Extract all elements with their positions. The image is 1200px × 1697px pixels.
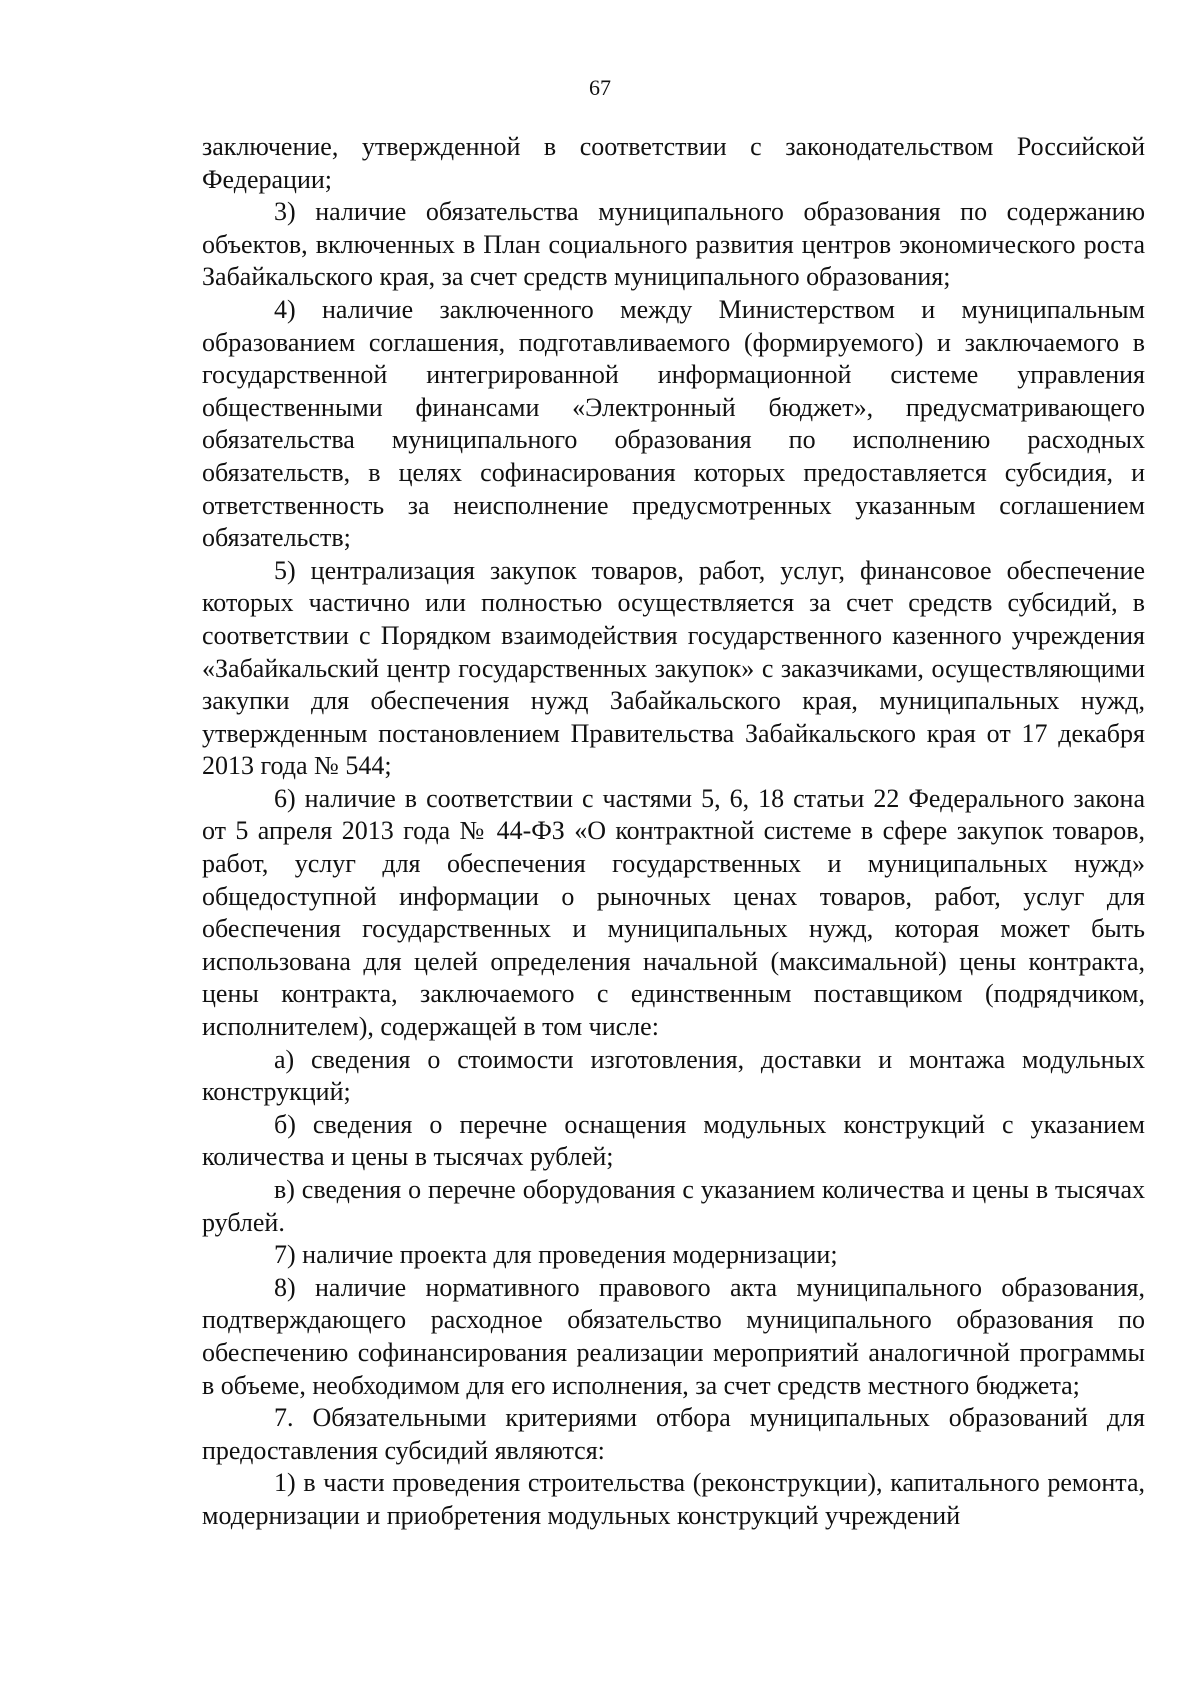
paragraph-item-3: 3) наличие обязательства муниципального образования по содержанию объектов, включенных в План социального развития центров экономического роста Забайкальского края, за счет средств муниципального образования; xyxy=(202,197,1145,292)
paragraph-item-7: 7) наличие проекта для проведения модернизации; xyxy=(274,1240,838,1270)
paragraph-item-6: 6) наличие в соответствии с частями 5, 6, 18 статьи 22 Федерального закона от 5 апреля 2013 года № 44-ФЗ «О контрактной системе в сфере закупок товаров, работ, услуг для обеспечения государственных и муниципальных нужд» общедоступной информации о рыночных ценах товаров, работ, услуг для обеспечения государственных и муниципальных нужд, которая может быть использована для целей определения начальной (максимальной) цены контракта, цены контракта, заключаемого с единственным поставщиком (подрядчиком, исполнителем), содержащей в том числе: xyxy=(202,783,1145,1042)
paragraph-item-4: 4) наличие заключенного между Министерством и муниципальным образованием соглашения, подготавливаемого (формируемого) и заключаемого в государственной интегрированной информационной системе управления общественными финансами «Электронный бюджет», предусматривающего обязательства муниципального образования по исполнению расходных обязательств, в целях софинасирования которых предоставляется субсидия, и ответственность за неисполнение предусмотренных указанным соглашением обязательств; xyxy=(202,294,1145,553)
paragraph-criteria-item-1: 1) в части проведения строительства (реконструкции), капитального ремонта, модернизации и приобретения модульных конструкций учреждений xyxy=(202,1468,1145,1530)
paragraph-subitem-b: б) сведения о перечне оснащения модульных конструкций с указанием количества и цены в тысячах рублей; xyxy=(202,1109,1145,1172)
page-number: 67 xyxy=(589,75,611,100)
paragraph-item-5: 5) централизация закупок товаров, работ, услуг, финансовое обеспечение которых частично или полностью осуществляется за счет средств субсидий, в соответствии с Порядком взаимодействия государственного казенного учреждения «Забайкальский центр государственных закупок» с заказчиками, осуществляющими закупки для обеспечения нужд Забайкальского края, муниципальных нужд, утвержденным постановлением Правительства Забайкальского края от 17 декабря 2013 года № 544; xyxy=(202,555,1145,781)
paragraph-item-8: 8) наличие нормативного правового акта муниципального образования, подтверждающего расходное обязательство муниципального образования по обеспечению софинансирования реализации мероприятий аналогичной программы в объеме, необходимом для его исполнения, за счет средств местного бюджета; xyxy=(202,1272,1145,1400)
document-body xyxy=(202,131,1145,1533)
paragraph-subitem-v: в) сведения о перечне оборудования с указанием количества и цены в тысячах рублей. xyxy=(202,1175,1145,1237)
paragraph-subitem-a: а) сведения о стоимости изготовления, доставки и монтажа модульных конструкций; xyxy=(202,1044,1145,1107)
paragraph-section-7: 7. Обязательными критериями отбора муниципальных образований для предоставления субсидий являются: xyxy=(202,1403,1145,1465)
paragraph-conclusion-continuation: заключение, утвержденной в соответствии с законодательством Российской Федерации; xyxy=(202,132,1145,194)
